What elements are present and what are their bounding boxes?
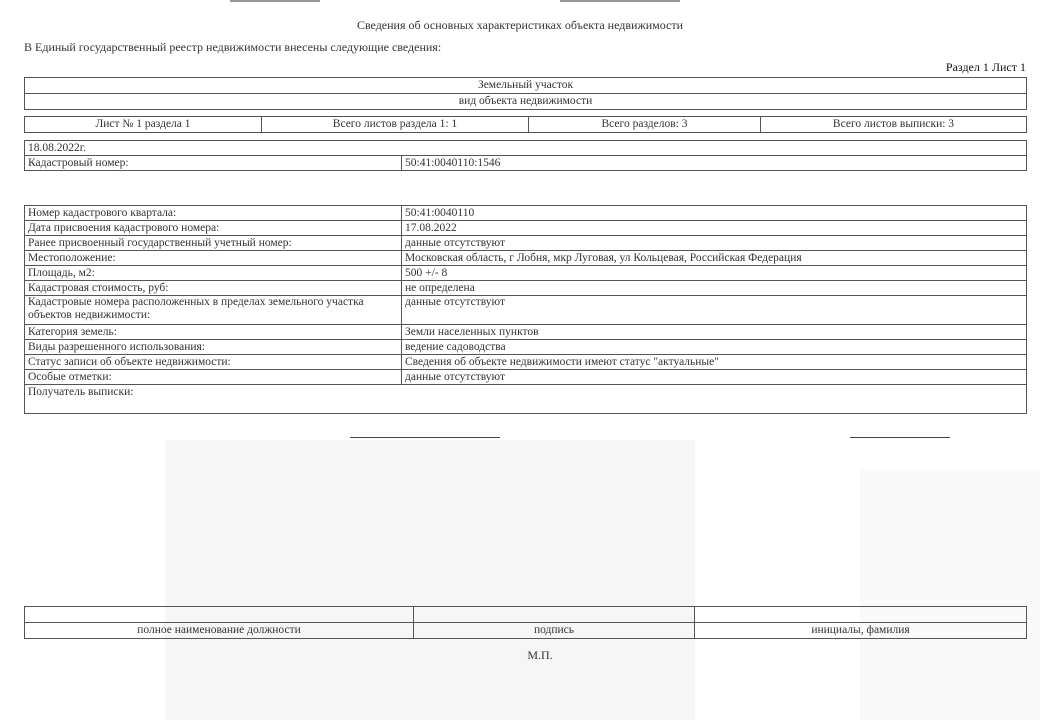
sheet-number: Лист № 1 раздела 1: [25, 117, 262, 133]
detail-label: Категория земель:: [25, 325, 402, 340]
detail-value: данные отсутствуют: [402, 236, 1027, 251]
intro-text: В Единый государственный реестр недвижимости внесены следующие сведения:: [24, 40, 442, 54]
table-row: [25, 296, 1027, 325]
detail-value: ведение садоводства: [402, 340, 1027, 355]
detail-label: Получатель выписки:: [25, 385, 402, 414]
object-type-caption: вид объекта недвижимости: [25, 94, 1027, 110]
detail-label: Кадастровая стоимость, руб:: [25, 281, 402, 296]
detail-value: Московская область, г Лобня, мкр Луговая, ул Кольцевая, Российская Федерация: [402, 251, 1027, 266]
details-table: [24, 205, 1027, 414]
detail-value: Земли населенных пунктов: [402, 325, 1027, 340]
table-row: [25, 236, 1027, 251]
detail-label: Статус записи об объекте недвижимости:: [25, 355, 402, 370]
name-caption: инициалы, фамилия: [695, 623, 1027, 639]
scan-shade: [165, 440, 695, 720]
identity-table: [24, 140, 1027, 171]
stamp-place: М.П.: [527, 648, 553, 662]
document-title: Сведения об основных характеристиках объекта недвижимости: [356, 18, 684, 32]
cadastral-number-label: Кадастровый номер:: [25, 156, 402, 171]
section-label: Раздел 1 Лист 1: [945, 60, 1026, 74]
extract-date: 18.08.2022г.: [25, 141, 1027, 156]
detail-label: Площадь, м2:: [25, 266, 402, 281]
object-type-table: [24, 77, 1027, 110]
table-row: [25, 325, 1027, 340]
table-row: [25, 221, 1027, 236]
table-row: [25, 385, 1027, 414]
detail-label: Местоположение:: [25, 251, 402, 266]
detail-label: Дата присвоения кадастрового номера:: [25, 221, 402, 236]
detail-value: 500 +/- 8: [402, 266, 1027, 281]
detail-label: Виды разрешенного использования:: [25, 340, 402, 355]
detail-value: данные отсутствуют: [402, 370, 1027, 385]
scan-shade-right: [860, 470, 1040, 720]
sheets-table: [24, 116, 1027, 133]
section-sheet-count: Всего листов раздела 1: 1: [262, 117, 529, 133]
top-edge-mark: [230, 0, 320, 2]
detail-value: Сведения об объекте недвижимости имеют статус "актуальные": [402, 355, 1027, 370]
detail-label: Номер кадастрового квартала:: [25, 206, 402, 221]
detail-label: Ранее присвоенный государственный учетный номер:: [25, 236, 402, 251]
table-row: [25, 370, 1027, 385]
detail-value: 50:41:0040110: [402, 206, 1027, 221]
object-type: Земельный участок: [25, 78, 1027, 94]
position-caption: полное наименование должности: [25, 623, 414, 639]
signature-caption: подпись: [414, 623, 695, 639]
table-row: [25, 206, 1027, 221]
table-row: [25, 251, 1027, 266]
redaction-mark: [350, 437, 500, 438]
detail-label: Кадастровые номера расположенных в пределах земельного участка объектов недвижимости:: [25, 296, 402, 325]
detail-label: Особые отметки:: [25, 370, 402, 385]
table-row: [25, 266, 1027, 281]
table-row: [25, 355, 1027, 370]
table-row: [25, 340, 1027, 355]
detail-value: не определена: [402, 281, 1027, 296]
table-row: [25, 281, 1027, 296]
recipient-value: [402, 385, 1027, 414]
detail-value: 17.08.2022: [402, 221, 1027, 236]
section-count: Всего разделов: 3: [529, 117, 761, 133]
redaction-mark: [850, 437, 950, 438]
cadastral-number-value: 50:41:0040110:1546: [402, 156, 1027, 171]
detail-value: данные отсутствуют: [402, 296, 1027, 325]
signature-table: [24, 606, 1027, 639]
extract-sheet-count: Всего листов выписки: 3: [761, 117, 1027, 133]
top-edge-mark: [560, 0, 680, 2]
